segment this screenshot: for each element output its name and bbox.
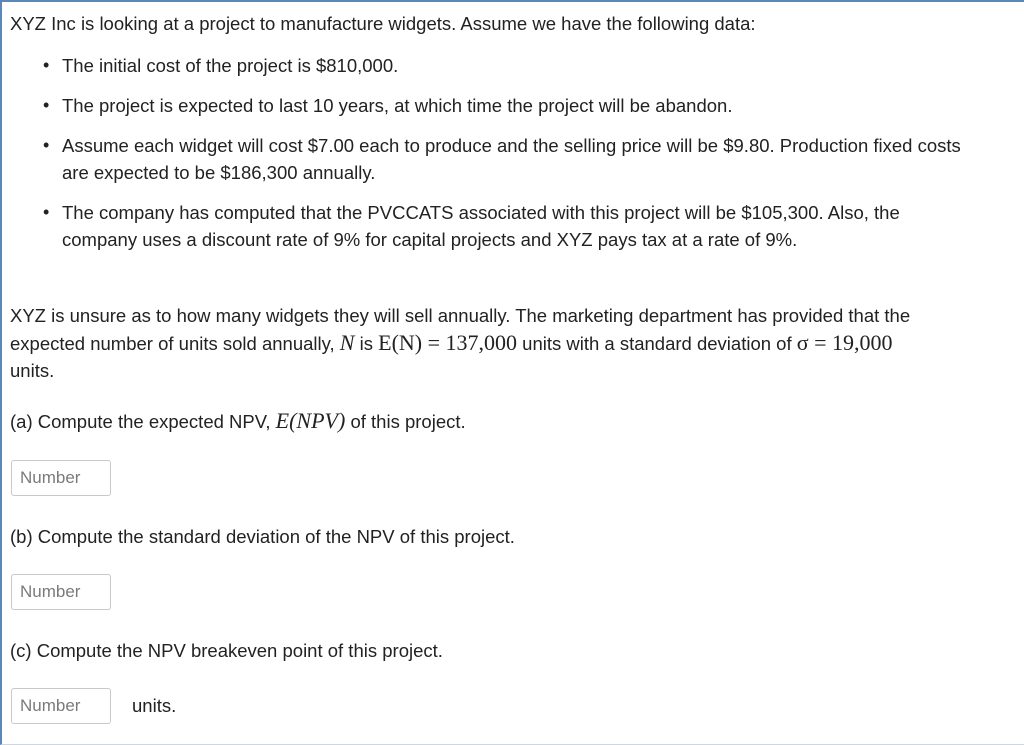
is-word: is (359, 333, 373, 354)
given-data-list (62, 52, 972, 266)
list-item: • The initial cost of the project is $810,000. (62, 52, 972, 79)
demand-text: XYZ is unsure as to how many widgets they will sell annually. The marketing department has provided that the expected number of units sold annually, (10, 305, 911, 354)
list-item: • The project is expected to last 10 years, at which time the project will be abandon. (62, 92, 972, 119)
intro-text: XYZ Inc is looking at a project to manufacture widgets. Assume we have the following data: (10, 13, 756, 34)
question-a-prefix: (a) Compute the expected NPV, (10, 411, 271, 432)
breakeven-units-input[interactable] (11, 688, 111, 724)
question-c: (c) Compute the NPV breakeven point of this project. (10, 640, 443, 661)
demand-text-cont: units with a standard deviation of (522, 333, 792, 354)
demand-description (10, 302, 940, 384)
list-item: • The company has computed that the PVCCATS associated with this project will be $105,300. Also, the company uses a discount rate of 9% for capital projects and XYZ pays tax at a rate of 9%. (62, 199, 972, 253)
units-variable: N (339, 330, 355, 355)
question-a (10, 407, 1004, 435)
list-item: • Assume each widget will cost $7.00 each to produce and the selling price will be $9.80. Production fixed costs are expected to be $186,300 annually. (62, 132, 972, 186)
sigma-expression: σ = 19,000 (796, 330, 893, 355)
units-label: units. (132, 695, 177, 716)
question-a-suffix: of this project. (350, 411, 466, 432)
question-b: (b) Compute the standard deviation of the NPV of this project. (10, 526, 515, 547)
expected-npv-input[interactable] (11, 460, 111, 496)
npv-std-dev-input[interactable] (11, 574, 111, 610)
expected-npv-expression: E(NPV) (275, 408, 346, 433)
demand-text-end: units. (10, 360, 55, 381)
expected-units-expression: E(N) = 137,000 (378, 330, 518, 355)
